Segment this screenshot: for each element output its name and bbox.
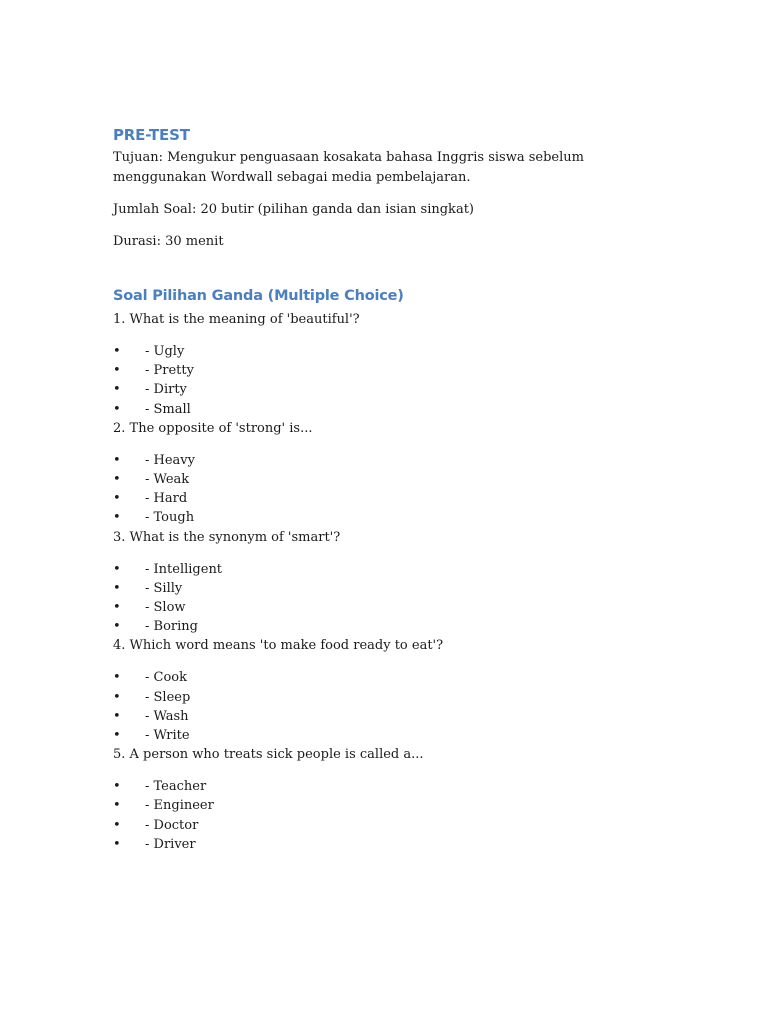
option-list — [113, 342, 653, 419]
option-item — [113, 598, 653, 617]
option-label: - Wash — [145, 708, 189, 724]
option-item — [113, 835, 653, 854]
option-item — [113, 342, 653, 361]
bullet-icon: • — [113, 452, 121, 468]
option-label: - Cook — [145, 670, 188, 686]
option-item — [113, 688, 653, 707]
jumlah-soal-text: Jumlah Soal: 20 butir (pilihan ganda dan isian singkat) — [113, 202, 474, 217]
bullet-icon: • — [113, 728, 121, 744]
question-text: 1. What is the meaning of 'beautiful'? — [113, 312, 360, 327]
option-list — [113, 668, 653, 745]
bullet-icon: • — [113, 689, 121, 705]
option-label: - Doctor — [145, 817, 199, 833]
option-item — [113, 617, 653, 636]
bullet-icon: • — [113, 779, 121, 795]
option-label: - Weak — [145, 472, 190, 488]
option-item — [113, 470, 653, 489]
option-item — [113, 707, 653, 726]
durasi-text: Durasi: 30 menit — [113, 234, 224, 249]
option-item — [113, 560, 653, 579]
option-item — [113, 361, 653, 380]
option-label: - Ugly — [145, 344, 185, 359]
option-label: - Engineer — [145, 798, 214, 814]
option-label: - Driver — [145, 836, 196, 852]
option-label: - Dirty — [145, 382, 187, 398]
question-block — [113, 419, 653, 528]
bullet-icon: • — [113, 401, 121, 417]
bullet-icon: • — [113, 363, 121, 379]
bullet-icon: • — [113, 817, 121, 833]
bullet-icon: • — [113, 836, 121, 852]
option-item — [113, 579, 653, 598]
option-label: - Sleep — [145, 689, 191, 705]
option-item — [113, 668, 653, 687]
bullet-icon: • — [113, 382, 121, 398]
question-text: 2. The opposite of 'strong' is... — [113, 420, 313, 436]
bullet-icon: • — [113, 670, 121, 686]
bullet-icon: • — [113, 491, 121, 507]
bullet-icon: • — [113, 708, 121, 724]
question-block — [113, 528, 653, 637]
option-item — [113, 796, 653, 815]
tujuan-text: Tujuan: Mengukur penguasaan kosakata bahasa Inggris siswa sebelum menggunakan Wordwall sebagai media pembelajaran. — [113, 150, 584, 185]
option-item — [113, 489, 653, 508]
bullet-icon: • — [113, 580, 121, 596]
document-page — [113, 124, 653, 854]
bullet-icon: • — [113, 561, 121, 577]
question-text: 4. Which word means 'to make food ready to eat'? — [113, 638, 444, 654]
option-list — [113, 560, 653, 637]
bullet-icon: • — [113, 344, 121, 359]
option-label: - Heavy — [145, 452, 195, 468]
bullet-icon: • — [113, 619, 121, 635]
question-block — [113, 636, 653, 745]
option-item — [113, 451, 653, 470]
section-title: Soal Pilihan Ganda (Multiple Choice) — [113, 288, 404, 304]
question-text: 5. A person who treats sick people is called a... — [113, 747, 424, 763]
bullet-icon: • — [113, 798, 121, 814]
question-block — [113, 745, 653, 854]
option-label: - Boring — [145, 619, 198, 635]
option-label: - Slow — [145, 600, 186, 616]
option-label: - Hard — [145, 491, 188, 507]
option-label: - Teacher — [145, 779, 207, 795]
bullet-icon: • — [113, 472, 121, 488]
option-item — [113, 777, 653, 796]
pretest-title: PRE-TEST — [113, 126, 190, 144]
option-label: - Silly — [145, 580, 183, 596]
option-label: - Tough — [145, 510, 195, 526]
option-item — [113, 508, 653, 527]
option-item — [113, 816, 653, 835]
question-text: 3. What is the synonym of 'smart'? — [113, 529, 341, 545]
option-list — [113, 451, 653, 528]
bullet-icon: • — [113, 600, 121, 616]
option-label: - Write — [145, 728, 190, 744]
option-item — [113, 400, 653, 419]
option-label: - Intelligent — [145, 561, 223, 577]
option-item — [113, 380, 653, 399]
question-block — [113, 310, 653, 419]
option-list — [113, 777, 653, 854]
bullet-icon: • — [113, 510, 121, 526]
option-label: - Pretty — [145, 363, 194, 379]
question-list — [113, 310, 653, 854]
option-label: - Small — [145, 401, 191, 417]
option-item — [113, 726, 653, 745]
